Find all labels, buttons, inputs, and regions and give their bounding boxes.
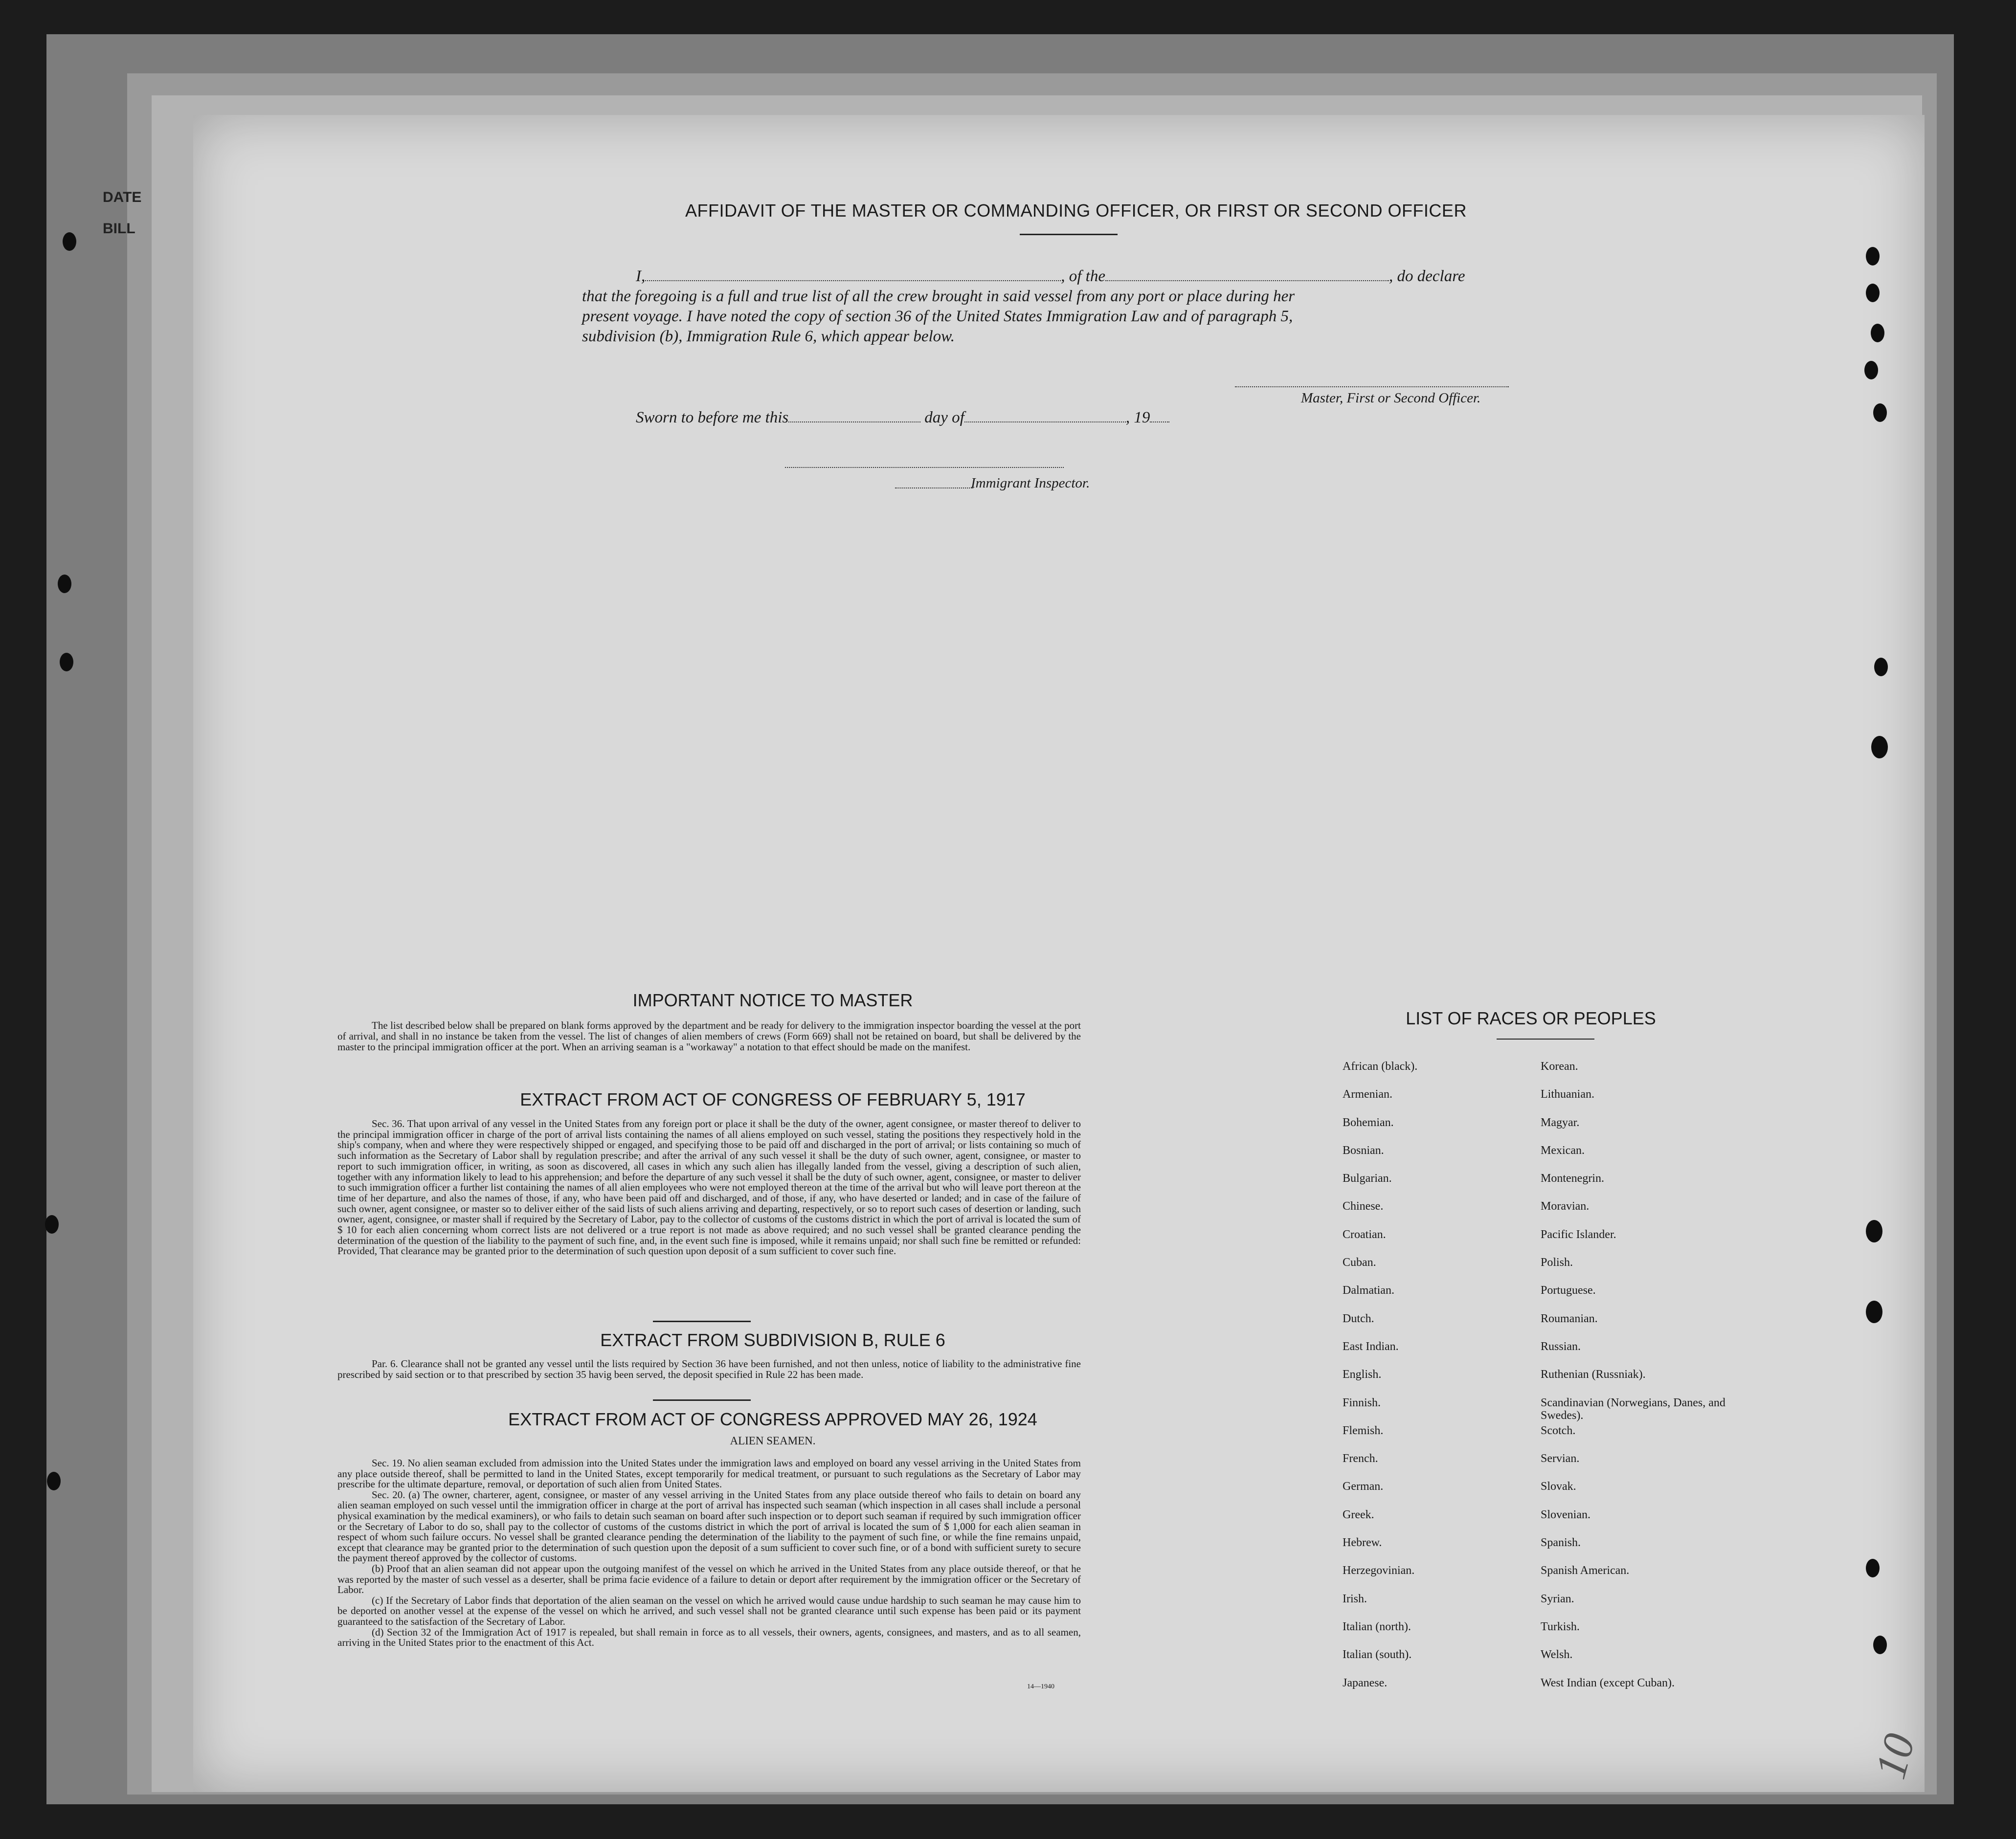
race-item: Greek. — [1343, 1508, 1374, 1521]
race-item: German. — [1343, 1480, 1384, 1493]
punch-hole — [45, 1215, 59, 1234]
punch-hole — [1866, 284, 1880, 302]
page-number-handwritten: 10 — [1866, 1728, 1925, 1784]
race-item: Turkish. — [1541, 1620, 1580, 1633]
inspector-signature-field[interactable] — [785, 457, 1064, 468]
punch-hole — [60, 653, 73, 671]
race-item: Irish. — [1343, 1592, 1367, 1605]
race-item: Mexican. — [1541, 1144, 1585, 1157]
punch-hole — [1871, 736, 1888, 758]
i-label: I, — [636, 267, 646, 285]
sworn-month-field[interactable] — [964, 421, 1126, 422]
race-item: Ruthenian (Russniak). — [1541, 1368, 1646, 1381]
race-item: Dutch. — [1343, 1312, 1374, 1325]
section-20a-text: Sec. 20. (a) The owner, charterer, agent, consignee, or master of any vessel arriving in the United States from any place outside thereof who fails to detain on board any alien seaman employed on such vessel until the immigration officer in charge at the port of arrival has inspected such seaman (which inspection in all cases shall include a personal physical examination by the medical examiners), or who fails to detain such seaman on board after such inspection or to deport such seaman if required by such immigration officer or the Secretary of Labor to do so, shall pay to the collector of customs of the customs district in which the port of arrival is located the sum of $ 1,000 for each alien seaman in respect of whom such failure occurs. No vessel shall be granted clearance pending the determination of the liability to the payment of such fine, or while the fine remains unpaid, except that clearance may be granted prior to the determination of such question upon the deposit of a sum sufficient to cover such fine, or of a bond with sufficient surety to secure the payment thereof approved by the collector of customs. — [337, 1488, 1081, 1564]
race-item: Servian. — [1541, 1452, 1580, 1465]
race-item: French. — [1343, 1452, 1378, 1465]
punch-hole — [1874, 658, 1888, 676]
race-item: Syrian. — [1541, 1592, 1574, 1605]
sworn-label: Sworn to before me this — [636, 409, 789, 426]
race-item: Chinese. — [1343, 1200, 1384, 1213]
race-item: African (black). — [1343, 1060, 1418, 1073]
race-item: Italian (north). — [1343, 1620, 1411, 1633]
race-item: Hebrew. — [1343, 1536, 1382, 1550]
race-item: Cuban. — [1343, 1256, 1376, 1269]
races-title-rule — [1497, 1039, 1594, 1040]
subdivision-rule — [653, 1399, 751, 1401]
race-item: Italian (south). — [1343, 1648, 1412, 1662]
margin-stamp-date: DATE — [103, 189, 142, 205]
race-item: English. — [1343, 1368, 1382, 1381]
race-item: Scandinavian (Norwegians, Danes, and Swedes). — [1541, 1396, 1725, 1422]
margin-stamp — [103, 182, 141, 244]
affidavit-title: AFFIDAVIT OF THE MASTER OR COMMANDING OFFICER, OR FIRST OR SECOND OFFICER — [685, 200, 1467, 221]
declaration-text-line: present voyage. I have noted the copy of section 36 of the United States Immigration Law and of paragraph 5, — [582, 308, 1293, 325]
sworn-line — [636, 409, 1169, 427]
year-label: , 19 — [1125, 409, 1150, 426]
inspector-signature-field-2[interactable] — [895, 482, 973, 488]
officer-name-field[interactable] — [645, 280, 1061, 281]
race-item: Spanish. — [1541, 1536, 1581, 1550]
declaration-text-line: subdivision (b), Immigration Rule 6, which appear below. — [582, 328, 955, 345]
race-item: Moravian. — [1541, 1200, 1590, 1213]
margin-stamp-bill: BILL — [103, 221, 135, 237]
extract-1917-text: Sec. 36. That upon arrival of any vessel in the United States from any foreign port or place it shall be the duty of the owner, agent consignee, or master thereof to deliver to the principal immigration officer in charge of the port of arrival lists containing the names of all aliens employed on such vessel, stating the positions they respectively hold in the ship's company, when and where they were respectively shipped or engaged, and specifying those to be paid off and discharged in the port of arrival; or lists containing so much of such information as the Secretary of Labor shall by regulation prescribe; and after the arrival of any such vessel it shall be the duty of such owner, agent, consignee, or master to report to such immigration officer, in writing, as soon as discovered, all cases in which any such alien has illegally landed from the vessel, giving a description of such alien, together with any information likely to lead to his apprehension; and before the departure of any such vessel it shall be the duty of such owner, agent, consignee, or master to deliver to such immigration officer a further list containing the names of all alien employees who were not employed thereon at the time of the arrival but who will leave port thereon at the time of her departure, and also the names of those, if any, who have been paid off and discharged, and of those, if any, who have deserted or landed; and in case of the failure of such owner, agent consignee, or master so to deliver either of the said lists of such aliens arriving and departing, respectively, or so to report such cases of desertion or landing, such owner, agent, consignee, or master shall if required by the Secretary of Labor, pay to the collector of customs of the customs district in which the port of arrival is located the sum of $ 10 for each alien concerning whom correct lists are not delivered or a true report is not made as above required; and no such vessel shall be granted clearance pending the determination of the question of the liability to the payment of such fine, and, in the event such fine is imposed, while it remains unpaid; nor shall such fine be remitted or refunded: Provided, That clearance may be granted prior to the determination of such question upon deposit of a sum sufficient to cover such fine. — [337, 1118, 1081, 1257]
extract-1924-subtitle: ALIEN SEAMEN. — [730, 1435, 816, 1447]
race-item: Bulgarian. — [1343, 1172, 1392, 1185]
punch-hole — [63, 232, 76, 251]
notice-text: The list described below shall be prepared on blank forms approved by the department and be ready for delivery to the immigration inspector boarding the vessel at the port of arrival, and shall in no instance be taken from the vessel. The list of changes of alien members of crews (Form 669) shall not be retained on board, but shall be delivered by the master to the principal immigration officer at the port. When an arriving seaman is a "workaway" a notation to that effect should be made on the manifest. — [337, 1019, 1081, 1053]
race-item: Welsh. — [1541, 1648, 1573, 1662]
race-item: Flemish. — [1343, 1424, 1384, 1437]
punch-hole — [1866, 247, 1880, 266]
section-20c-text: (c) If the Secretary of Labor finds that deportation of the alien seaman on the vessel on which he arrived would cause undue hardship to such seaman he may cause him to be deported on another vessel at the expense of the vessel on which he arrived, and such vessel shall not be granted clearance until such expense has been paid or its payment guaranteed to the satisfaction of the Secretary of Labor. — [337, 1594, 1081, 1627]
section-19-text: Sec. 19. No alien seaman excluded from admission into the United States under the immigration laws and employed on board any vessel arriving in the United States from any place outside thereof, shall be permitted to land in the United States, except temporarily for medical treatment, or pursuant to such regulations as the Secretary of Labor may prescribe for the ultimate departure, removal, or deportation of such alien from United States. — [337, 1457, 1081, 1490]
race-item: Japanese. — [1343, 1676, 1388, 1689]
race-item: East Indian. — [1343, 1340, 1399, 1353]
punch-hole — [47, 1472, 61, 1490]
inspector-label: Immigrant Inspector. — [971, 475, 1090, 491]
declaration-line — [582, 266, 1546, 287]
race-item: Armenian. — [1343, 1088, 1392, 1101]
subdivision-text: Par. 6. Clearance shall not be granted any vessel until the lists required by Section 36 have been furnished, and not then unless, notice of liability to the administrative fine prescribed by said section or to that prescribed by section 35 havig been served, the deposit specified in Rule 22 has been made. — [337, 1358, 1081, 1380]
punch-hole — [58, 575, 71, 593]
punch-hole — [1866, 1559, 1880, 1577]
race-item: Polish. — [1541, 1256, 1573, 1269]
section-20d-text: (d) Section 32 of the Immigration Act of 1917 is repealed, but shall remain in force as to all vessels, their owners, agents, consignees, and masters, and as to all seamen, arriving in the United States prior to the enactment of this Act. — [337, 1626, 1081, 1649]
day-of-label: day of — [924, 409, 964, 426]
affidavit-title-rule — [1020, 234, 1118, 235]
punch-hole — [1866, 1301, 1882, 1323]
races-list — [1343, 1060, 1746, 1705]
race-item: Roumanian. — [1541, 1312, 1598, 1325]
race-item: Slovenian. — [1541, 1508, 1590, 1521]
race-item: Korean. — [1541, 1060, 1578, 1073]
race-item: Montenegrin. — [1541, 1172, 1604, 1185]
extract-1917-title: EXTRACT FROM ACT OF CONGRESS OF FEBRUARY 5, 1917 — [520, 1089, 1026, 1109]
section-20b-text: (b) Proof that an alien seaman did not appear upon the outgoing manifest of the vessel on which he arrived in the United States from any place outside thereof, or that he was reported by the master of such vessel as a deserter, shall be prima facie evidence of a failure to detain or deport after requirement by the immigration officer or the Secretary of Labor. — [337, 1562, 1081, 1596]
form-number: 14—1940 — [1027, 1683, 1054, 1690]
sworn-day-field[interactable] — [788, 421, 920, 422]
race-item: Slovak. — [1541, 1480, 1576, 1493]
race-item: Russian. — [1541, 1340, 1581, 1353]
subdivision-title: EXTRACT FROM SUBDIVISION B, RULE 6 — [600, 1330, 945, 1350]
race-item: Lithuanian. — [1541, 1088, 1594, 1101]
race-item: Croatian. — [1343, 1228, 1386, 1241]
race-item: Magyar. — [1541, 1116, 1580, 1129]
race-item: Portuguese. — [1541, 1284, 1596, 1297]
affidavit-body — [582, 266, 1546, 347]
sworn-year-field[interactable] — [1150, 421, 1169, 422]
of-the-label: , of the — [1061, 267, 1105, 285]
notice-title: IMPORTANT NOTICE TO MASTER — [632, 990, 913, 1010]
punch-hole — [1864, 361, 1878, 379]
master-signature-field[interactable] — [1235, 377, 1509, 387]
punch-hole — [1873, 403, 1887, 422]
race-item: Herzegovinian. — [1343, 1564, 1415, 1577]
race-item: Bohemian. — [1343, 1116, 1394, 1129]
races-title: LIST OF RACES OR PEOPLES — [1406, 1008, 1656, 1028]
vessel-name-field[interactable] — [1105, 280, 1389, 281]
punch-hole — [1866, 1220, 1882, 1242]
race-item: Finnish. — [1343, 1396, 1381, 1409]
declaration-text-line: that the foregoing is a full and true list of all the crew brought in said vessel from any port or place during her — [582, 288, 1295, 305]
race-item: Pacific Islander. — [1541, 1228, 1616, 1241]
race-item: Scotch. — [1541, 1424, 1576, 1437]
do-declare-label: , do declare — [1389, 267, 1465, 285]
extract-1924-body — [337, 1458, 1081, 1648]
punch-hole — [1871, 324, 1884, 342]
punch-hole — [1873, 1636, 1887, 1654]
race-item: West Indian (except Cuban). — [1541, 1676, 1675, 1689]
master-signature-label: Master, First or Second Officer. — [1301, 390, 1481, 406]
extract-1924-title: EXTRACT FROM ACT OF CONGRESS APPROVED MAY 26, 1924 — [508, 1409, 1037, 1429]
race-item: Bosnian. — [1343, 1144, 1384, 1157]
race-item: Dalmatian. — [1343, 1284, 1394, 1297]
race-item: Spanish American. — [1541, 1564, 1630, 1577]
extract-1917-rule — [653, 1321, 751, 1322]
